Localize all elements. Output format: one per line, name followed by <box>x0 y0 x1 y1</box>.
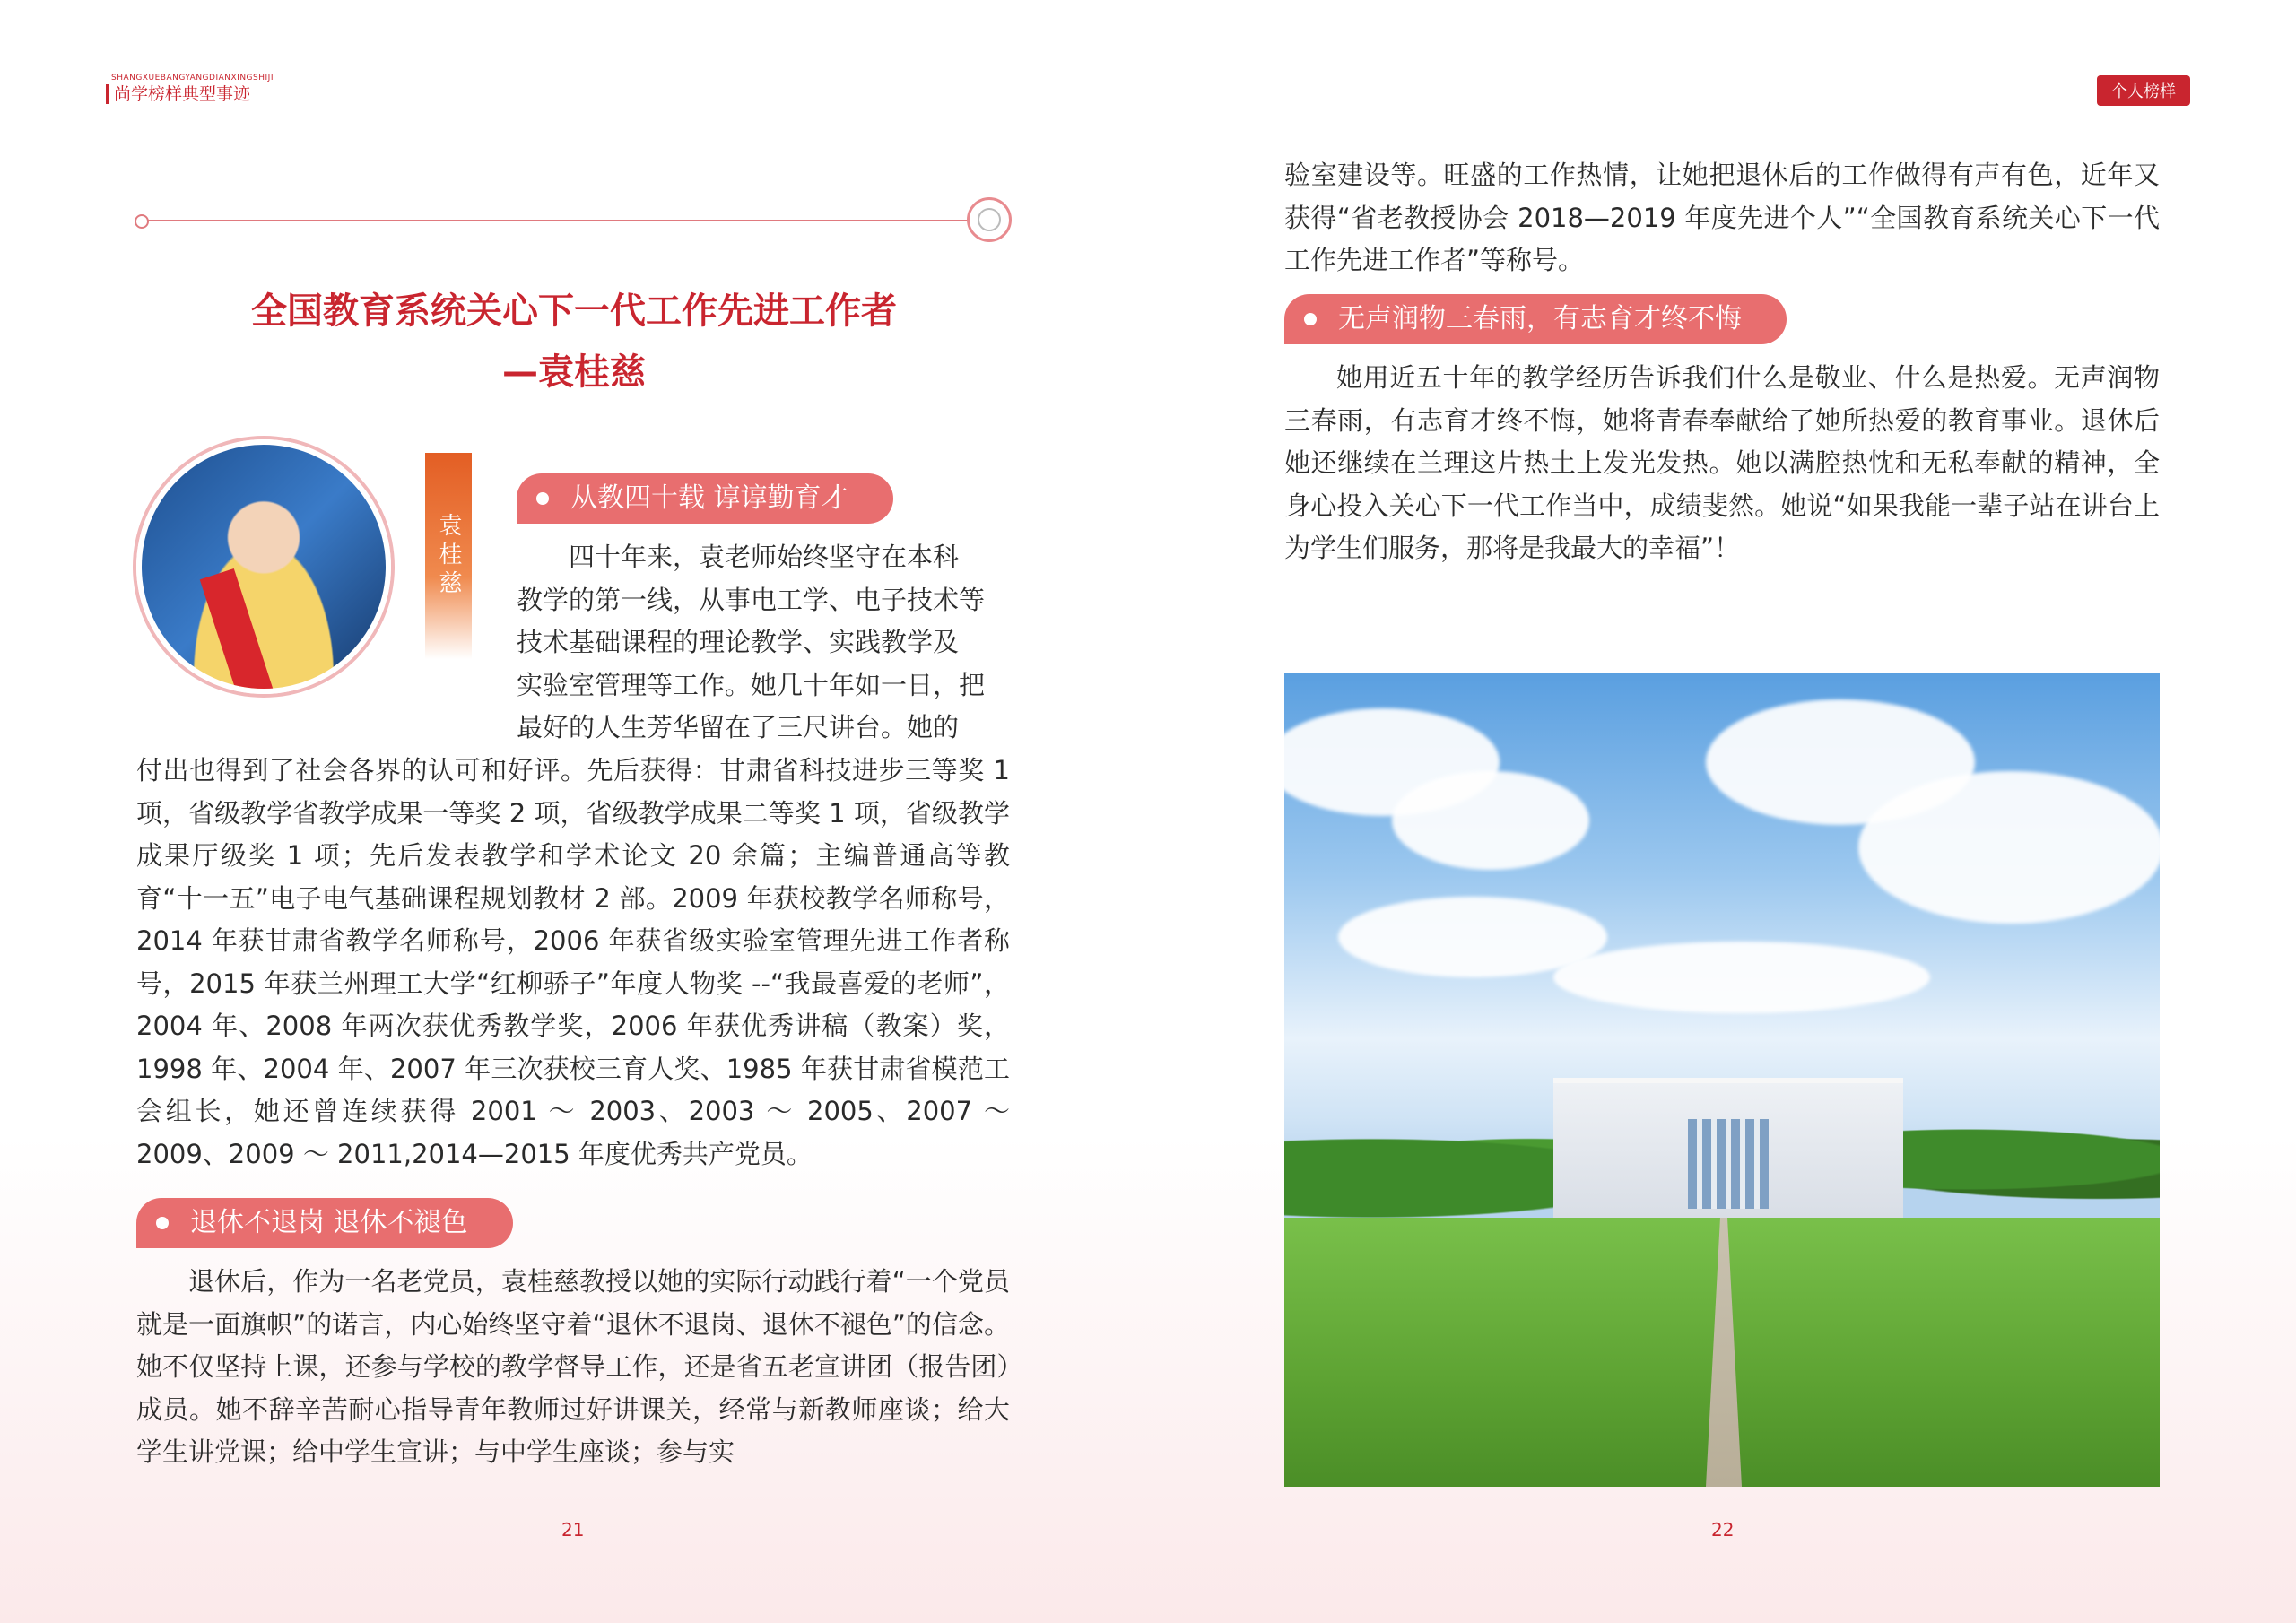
running-header <box>106 74 274 104</box>
article-title: 全国教育系统关心下一代工作先进工作者 <box>251 291 897 332</box>
header-pinyin: SHANGXUEBANGYANGDIANXINGSHIJI <box>111 74 274 82</box>
section1-body: 付出也得到了社会各界的认可和好评。先后获得：甘肃省科技进步三等奖 1 项，省级教学省教学成果一等奖 2 项，省级教学成果二等奖 1 项，省级教学成果厅级奖 1 项；先后发表教学和学术论文 20 余篇；主编普通高等教育“十一五”电子电气基础课程规划教材 2 部。2009 年获校教学名师称号，2014 年获甘肃省教学名师称号，2006 年获省级实验室管理先进工作者称号，2015 年获兰州理工大学“红柳骄子”年度人物奖 --“我最喜爱的老师”，2004 年、2008 年两次获优秀教学奖，2006 年获优秀讲稿（教案）奖，1998 年、2004 年、2007 年三次获校三育人奖、1985 年获甘肃省模范工会组长，她还曾连续获得 2001 ～ 2003、2003 ～ 2005、2007 ～ 2009、2009 ～ 2011,2014—2015 年度优秀共产党员。 <box>136 755 1010 1169</box>
section1-line: 实验室管理等工作。她几十年如一日，把 <box>517 669 986 700</box>
section-label-2: 退休不退岗 退休不褪色 <box>136 1198 513 1248</box>
section-label-3: 无声润物三春雨，有志育才终不悔 <box>1284 294 1787 344</box>
section3-body: 她用近五十年的教学经历告诉我们什么是敬业、什么是热爱。无声润物三春雨，有志育才终不悔，她将青春奉献给了她所热爱的教育事业。退休后她还继续在兰理这片热土上发光发热。她以满腔热忱和无私奉献的精神，全身心投入关心下一代工作当中，成绩斐然。她说“如果我能一辈子站在讲台上为学生们服务，那将是我最大的幸福”！ <box>1284 362 2160 563</box>
section2-body: 退休后，作为一名老党员，袁桂慈教授以她的实际行动践行着“一个党员就是一面旗帜”的诺言，内心始终坚守着“退休不退岗、退休不褪色”的信念。她不仅坚持上课，还参与学校的教学督导工作，还是省五老宣讲团（报告团）成员。她不辞辛苦耐心指导青年教师过好讲课关，经常与新教师座谈；给大学生讲党课；给中学生宣讲；与中学生座谈；参与实 <box>136 1266 1010 1467</box>
section-label-1: 从教四十载 谆谆勤育才 <box>517 473 893 524</box>
bullet-icon <box>1304 313 1317 325</box>
bullet-icon <box>156 1217 169 1229</box>
page-number-left: 21 <box>561 1519 585 1541</box>
section2-body-continued: 验室建设等。旺盛的工作热情，让她把退休后的工作做得有声有色，近年又获得“省老教授协会 2018—2019 年度先进个人”“全国教育系统关心下一代工作先进工作者”等称号。 <box>1284 160 2160 275</box>
campus-photo <box>1284 673 2160 1487</box>
article-subtitle: —袁桂慈 <box>502 352 646 393</box>
section1-intro <box>517 536 1012 750</box>
bullet-icon <box>536 492 549 505</box>
section1-line: 最好的人生芳华留在了三尺讲台。她的 <box>517 712 960 742</box>
section1-line: 技术基础课程的理论教学、实践教学及 <box>517 627 960 657</box>
page-number-right: 22 <box>1711 1519 1735 1541</box>
section1-line: 四十年来，袁老师始终坚守在本科 <box>569 542 960 572</box>
portrait-photo <box>136 439 391 694</box>
name-ribbon: 袁桂慈 <box>425 453 472 659</box>
decorative-divider <box>135 220 969 221</box>
section-tag: 个人榜样 <box>2097 75 2190 106</box>
header-title: 尚学榜样典型事迹 <box>106 84 274 104</box>
section1-line: 教学的第一线，从事电工学、电子技术等 <box>517 584 986 615</box>
divider-dot-icon <box>135 214 149 229</box>
divider-ring-icon <box>967 197 1012 242</box>
